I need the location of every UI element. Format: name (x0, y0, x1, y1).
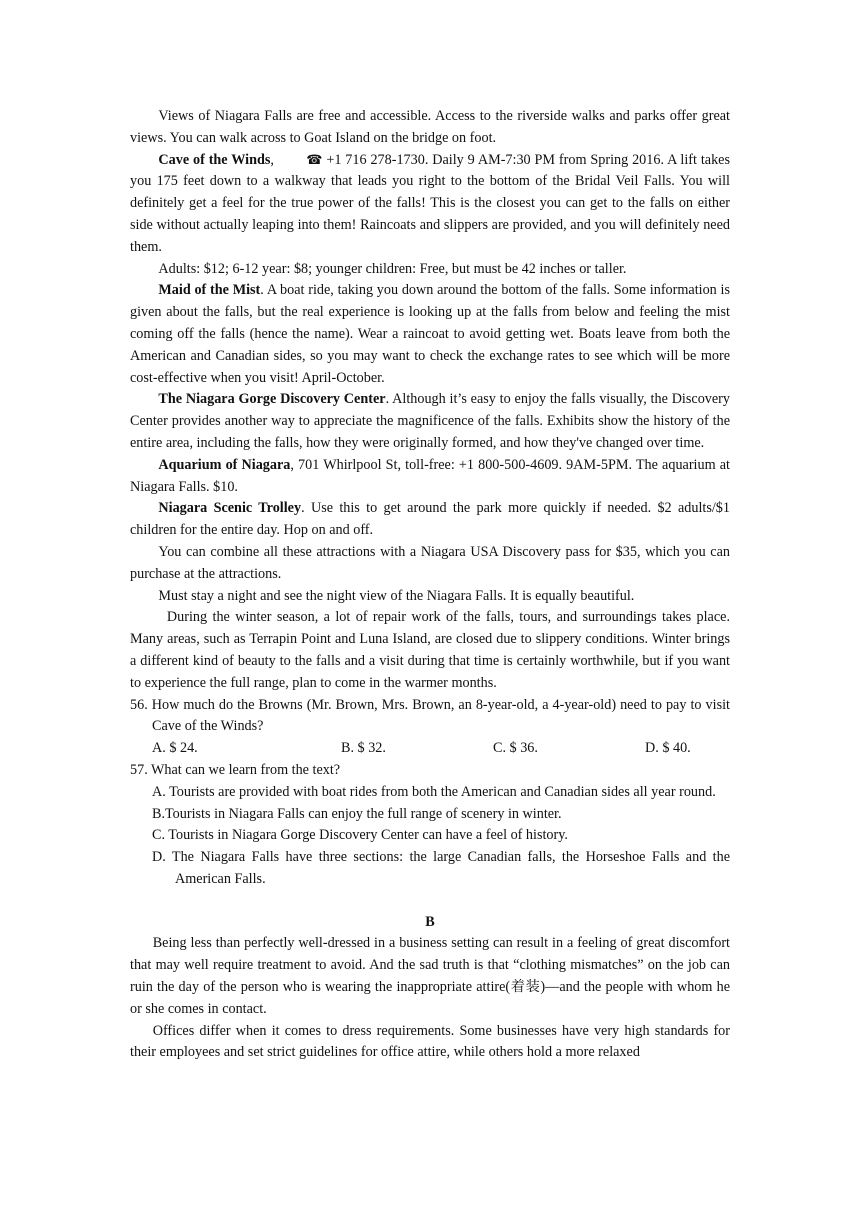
attraction-name-mist: Maid of the Mist (158, 282, 261, 299)
paragraph-night-view: Must stay a night and see the night view of the Niagara Falls. It is equally beautiful. (158, 587, 635, 604)
paragraph-gorge-discovery-center: The Niagara Gorge Discovery Center. Although it’s easy to enjoy the falls visually, the Discovery Center provides another way to appreciate the magnificence of the falls. Exhibits show the history of the entire area, including the falls, how they were originally formed, and how they've changed over time. (130, 391, 730, 451)
attraction-name-trolley: Niagara Scenic Trolley (158, 500, 302, 517)
paragraph-b-1: Being less than perfectly well-dressed in a business setting can result in a feeling of great discomfort that may well require treatment to avoid. And the sad truth is that “clothing mismatches” on the job can ruin the day of the person who is wearing the inappropriate attire(着装)—and the people with whom he or she comes in contact. (130, 935, 730, 1017)
document-page (130, 106, 730, 1064)
paragraph-discovery-pass: You can combine all these attractions with a Niagara USA Discovery pass for $35, which you can purchase at the attractions. (130, 543, 730, 582)
option-b: B. $ 32. (341, 740, 386, 757)
option-a: A. Tourists are provided with boat rides from both the American and Canadian sides all year round. (152, 783, 716, 800)
paragraph-intro: Views of Niagara Falls are free and accessible. Access to the riverside walks and parks offer great views. You can walk across to Goat Island on the bridge on foot. (130, 108, 730, 146)
question-57-stem: 57. What can we learn from the text? (130, 761, 341, 778)
question-56-options (130, 738, 730, 760)
telephone-icon: ☎ (306, 152, 323, 168)
attraction-name-cave: Cave of the Winds (158, 151, 271, 168)
option-c: C. Tourists in Niagara Gorge Discovery Center can have a feel of history. (152, 827, 568, 844)
attraction-name-gorge: The Niagara Gorge Discovery Center (158, 391, 386, 408)
option-d: D. The Niagara Falls have three sections: the large Canadian falls, the Horseshoe Falls and the American Falls. (152, 849, 730, 887)
paragraph-winter: During the winter season, a lot of repair work of the falls, tours, and surroundings takes place. Many areas, such as Terrapin Point and Luna Island, are closed due to slippery conditions. Winter brings a different kind of beauty to the falls and a visit during that time is certainly worthwhile, but if you want to experience the full range, plan to come in the warmer months. (130, 609, 730, 691)
option-a: A. $ 24. (152, 740, 198, 757)
paragraph-prices: Adults: $12; 6-12 year: $8; younger children: Free, but must be 42 inches or taller. (158, 260, 627, 277)
section-title-b: B (425, 913, 435, 930)
attraction-name-aquarium: Aquarium of Niagara (158, 456, 291, 473)
paragraph-maid-of-the-mist: Maid of the Mist. A boat ride, taking you down around the bottom of the falls. Some information is given about the falls, but the real experience is looking up at the falls from below and feeling the mist coming off the falls (hence the name). Wear a raincoat to avoid getting wet. Boats leave from both the American and Canadian sides, so you may want to check the exchange rates to see which will be more cost-effective when you visit! April-October. (130, 282, 730, 386)
option-d: D. $ 40. (645, 740, 691, 757)
paragraph-aquarium: Aquarium of Niagara, 701 Whirlpool St, toll-free: +1 800-500-4609. 9AM-5PM. The aquarium at Niagara Falls. $10. (130, 456, 730, 495)
option-b: B.Tourists in Niagara Falls can enjoy the full range of scenery in winter. (152, 805, 562, 822)
paragraph-trolley: Niagara Scenic Trolley. Use this to get around the park more quickly if needed. $2 adults/$1 children for the entire day. Hop on and off. (130, 500, 730, 539)
option-c: C. $ 36. (493, 740, 538, 757)
question-56-stem: 56. How much do the Browns (Mr. Brown, Mrs. Brown, an 8-year-old, a 4-year-old) need to pay to visit Cave of the Winds? (130, 696, 730, 735)
paragraph-b-2: Offices differ when it comes to dress requirements. Some businesses have very high standards for their employees and set strict guidelines for office attire, while others hold a more relaxed (130, 1022, 730, 1061)
paragraph-cave-of-the-winds: Cave of the Winds, ☎ +1 716 278-1730. Daily 9 AM-7:30 PM from Spring 2016. A lift takes you 175 feet down to a walkway that leads you right to the bottom of the Bridal Veil Falls. You will definitely get a feel for the true power of the falls! This is the closest you can get to the falls on either side without actually leaping into them! Raincoats and slippers are provided, and you will definitely need them. (130, 151, 731, 255)
